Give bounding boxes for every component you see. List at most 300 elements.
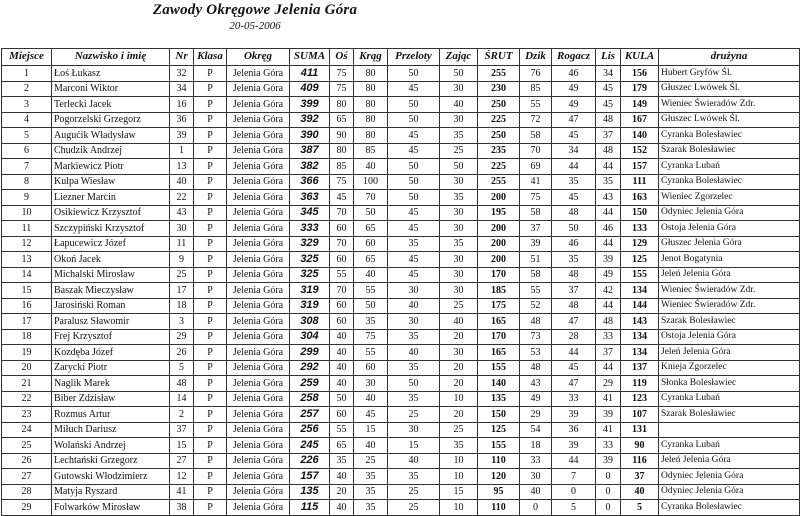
cell-kula: 140	[621, 128, 659, 144]
cell-os: 35	[330, 453, 354, 469]
cell-dzik: 76	[520, 66, 552, 82]
cell-class: P	[194, 329, 227, 345]
cell-przeloty: 45	[388, 143, 440, 159]
cell-rogacz: 39	[552, 407, 596, 423]
cell-name: Liezner Marcin	[52, 190, 170, 206]
cell-srut: 110	[478, 453, 520, 469]
cell-srut: 150	[478, 407, 520, 423]
cell-krag: 80	[354, 128, 388, 144]
table-row	[2, 314, 800, 330]
cell-srut: 165	[478, 345, 520, 361]
cell-os: 75	[330, 174, 354, 190]
cell-kula: 133	[621, 221, 659, 237]
cell-team: Głuszec Lwówek Śl.	[659, 81, 800, 97]
cell-rogacz: 35	[552, 174, 596, 190]
cell-kula: 40	[621, 484, 659, 500]
cell-class: P	[194, 252, 227, 268]
cell-class: P	[194, 112, 227, 128]
cell-srut: 255	[478, 66, 520, 82]
cell-zajac: 25	[440, 298, 478, 314]
cell-dzik: 73	[520, 329, 552, 345]
table-row	[2, 190, 800, 206]
cell-class: P	[194, 453, 227, 469]
column-header-os: Oś	[330, 49, 354, 66]
cell-przeloty: 50	[388, 112, 440, 128]
cell-district: Jelenia Góra	[227, 345, 290, 361]
cell-zajac: 35	[440, 236, 478, 252]
cell-place: 12	[2, 236, 52, 252]
cell-krag: 35	[354, 469, 388, 485]
cell-lis: 44	[596, 159, 621, 175]
cell-rogacz: 48	[552, 205, 596, 221]
cell-kula: 144	[621, 298, 659, 314]
cell-district: Jelenia Góra	[227, 407, 290, 423]
cell-dzik: 18	[520, 438, 552, 454]
cell-kula: 134	[621, 329, 659, 345]
cell-os: 40	[330, 360, 354, 376]
cell-name: Łoś Łukasz	[52, 66, 170, 82]
cell-dzik: 72	[520, 112, 552, 128]
cell-os: 40	[330, 345, 354, 361]
cell-kula: 143	[621, 314, 659, 330]
cell-krag: 55	[354, 283, 388, 299]
cell-team: Jeleń Jelenia Góra	[659, 453, 800, 469]
table-row	[2, 205, 800, 221]
cell-team: Wieniec Świeradów Zdr.	[659, 283, 800, 299]
cell-zajac: 50	[440, 159, 478, 175]
cell-os: 40	[330, 329, 354, 345]
cell-place: 1	[2, 66, 52, 82]
cell-district: Jelenia Góra	[227, 190, 290, 206]
cell-name: Kozdęba Józef	[52, 345, 170, 361]
cell-suma: 363	[290, 190, 330, 206]
cell-kula: 150	[621, 205, 659, 221]
cell-srut: 225	[478, 112, 520, 128]
cell-district: Jelenia Góra	[227, 360, 290, 376]
cell-nr: 34	[170, 81, 194, 97]
cell-place: 18	[2, 329, 52, 345]
cell-name: Miłuch Dariusz	[52, 422, 170, 438]
cell-kula: 157	[621, 159, 659, 175]
cell-suma: 259	[290, 376, 330, 392]
cell-name: Pogorzelski Grzegorz	[52, 112, 170, 128]
table-body	[2, 66, 800, 516]
cell-name: Folwarków Mirosław	[52, 500, 170, 516]
column-header-district: Okręg	[227, 49, 290, 66]
cell-name: Biber Zdzisław	[52, 391, 170, 407]
table-row	[2, 221, 800, 237]
cell-os: 55	[330, 422, 354, 438]
cell-zajac: 35	[440, 438, 478, 454]
cell-os: 50	[330, 391, 354, 407]
cell-class: P	[194, 422, 227, 438]
cell-class: P	[194, 267, 227, 283]
cell-os: 70	[330, 236, 354, 252]
cell-rogacz: 5	[552, 500, 596, 516]
cell-lis: 48	[596, 143, 621, 159]
cell-os: 40	[330, 376, 354, 392]
cell-name: Gutowski Włodzimierz	[52, 469, 170, 485]
cell-zajac: 30	[440, 252, 478, 268]
cell-srut: 135	[478, 391, 520, 407]
cell-lis: 41	[596, 391, 621, 407]
cell-os: 65	[330, 112, 354, 128]
cell-name: Matyja Ryszard	[52, 484, 170, 500]
cell-rogacz: 48	[552, 298, 596, 314]
cell-zajac: 30	[440, 221, 478, 237]
cell-lis: 0	[596, 469, 621, 485]
cell-zajac: 20	[440, 376, 478, 392]
cell-district: Jelenia Góra	[227, 376, 290, 392]
column-header-team: drużyna	[659, 49, 800, 66]
cell-dzik: 69	[520, 159, 552, 175]
cell-rogacz: 47	[552, 314, 596, 330]
cell-przeloty: 50	[388, 159, 440, 175]
cell-lis: 49	[596, 267, 621, 283]
cell-suma: 319	[290, 283, 330, 299]
cell-dzik: 85	[520, 81, 552, 97]
cell-suma: 325	[290, 252, 330, 268]
cell-krag: 40	[354, 438, 388, 454]
cell-suma: 411	[290, 66, 330, 82]
column-header-nr: Nr	[170, 49, 194, 66]
table-row	[2, 174, 800, 190]
header-row	[2, 49, 800, 66]
cell-team: Głuszec Jelenia Góra	[659, 236, 800, 252]
cell-zajac: 20	[440, 360, 478, 376]
cell-os: 70	[330, 205, 354, 221]
cell-team: Słonka Bolesławiec	[659, 376, 800, 392]
cell-lis: 39	[596, 252, 621, 268]
table-row	[2, 407, 800, 423]
cell-suma: 299	[290, 345, 330, 361]
cell-place: 17	[2, 314, 52, 330]
cell-zajac: 25	[440, 143, 478, 159]
cell-krag: 85	[354, 143, 388, 159]
cell-zajac: 10	[440, 500, 478, 516]
cell-district: Jelenia Góra	[227, 267, 290, 283]
cell-przeloty: 40	[388, 453, 440, 469]
cell-team: Cyranka Bolesławiec	[659, 500, 800, 516]
cell-nr: 13	[170, 159, 194, 175]
cell-district: Jelenia Góra	[227, 143, 290, 159]
cell-kula: 156	[621, 66, 659, 82]
cell-district: Jelenia Góra	[227, 500, 290, 516]
cell-suma: 135	[290, 484, 330, 500]
cell-team: Cyranka Bolesławiec	[659, 128, 800, 144]
cell-nr: 22	[170, 190, 194, 206]
cell-district: Jelenia Góra	[227, 252, 290, 268]
cell-name: Wolański Andrzej	[52, 438, 170, 454]
column-header-krag: Krąg	[354, 49, 388, 66]
cell-rogacz: 49	[552, 97, 596, 113]
cell-lis: 33	[596, 329, 621, 345]
cell-srut: 140	[478, 376, 520, 392]
cell-place: 20	[2, 360, 52, 376]
cell-place: 6	[2, 143, 52, 159]
cell-zajac: 15	[440, 484, 478, 500]
cell-class: P	[194, 469, 227, 485]
cell-nr: 48	[170, 376, 194, 392]
cell-nr: 3	[170, 314, 194, 330]
cell-kula: 137	[621, 360, 659, 376]
cell-os: 45	[330, 190, 354, 206]
cell-dzik: 55	[520, 97, 552, 113]
cell-przeloty: 50	[388, 190, 440, 206]
cell-class: P	[194, 376, 227, 392]
cell-district: Jelenia Góra	[227, 81, 290, 97]
cell-kula: 152	[621, 143, 659, 159]
cell-przeloty: 50	[388, 376, 440, 392]
cell-kula: 134	[621, 345, 659, 361]
table-row	[2, 66, 800, 82]
table-row	[2, 329, 800, 345]
cell-rogacz: 35	[552, 252, 596, 268]
cell-class: P	[194, 174, 227, 190]
cell-kula: 37	[621, 469, 659, 485]
cell-srut: 200	[478, 190, 520, 206]
cell-district: Jelenia Góra	[227, 112, 290, 128]
cell-krag: 55	[354, 345, 388, 361]
cell-place: 4	[2, 112, 52, 128]
cell-przeloty: 25	[388, 407, 440, 423]
cell-class: P	[194, 360, 227, 376]
cell-nr: 25	[170, 267, 194, 283]
cell-rogacz: 28	[552, 329, 596, 345]
cell-kula: 107	[621, 407, 659, 423]
cell-team	[659, 422, 800, 438]
cell-dzik: 37	[520, 221, 552, 237]
cell-krag: 60	[354, 360, 388, 376]
cell-team: Wieniec Świeradów Zdr.	[659, 97, 800, 113]
cell-lis: 44	[596, 236, 621, 252]
cell-srut: 175	[478, 298, 520, 314]
cell-suma: 292	[290, 360, 330, 376]
cell-przeloty: 50	[388, 97, 440, 113]
cell-os: 60	[330, 252, 354, 268]
column-header-class: Klasa	[194, 49, 227, 66]
cell-name: Markiewicz Piotr	[52, 159, 170, 175]
cell-os: 60	[330, 314, 354, 330]
cell-suma: 399	[290, 97, 330, 113]
cell-district: Jelenia Góra	[227, 391, 290, 407]
cell-team: Wieniec Zgorzelec	[659, 190, 800, 206]
cell-srut: 95	[478, 484, 520, 500]
cell-przeloty: 30	[388, 422, 440, 438]
table-row	[2, 283, 800, 299]
cell-przeloty: 30	[388, 314, 440, 330]
cell-zajac: 10	[440, 391, 478, 407]
cell-suma: 390	[290, 128, 330, 144]
cell-krag: 80	[354, 112, 388, 128]
cell-zajac: 30	[440, 345, 478, 361]
cell-place: 16	[2, 298, 52, 314]
cell-place: 9	[2, 190, 52, 206]
column-header-name: Nazwisko i imię	[52, 49, 170, 66]
cell-dzik: 40	[520, 484, 552, 500]
cell-place: 29	[2, 500, 52, 516]
cell-krag: 80	[354, 66, 388, 82]
cell-place: 10	[2, 205, 52, 221]
cell-krag: 40	[354, 159, 388, 175]
cell-rogacz: 44	[552, 345, 596, 361]
cell-dzik: 53	[520, 345, 552, 361]
cell-dzik: 30	[520, 469, 552, 485]
cell-przeloty: 45	[388, 252, 440, 268]
cell-nr: 40	[170, 174, 194, 190]
cell-os: 55	[330, 267, 354, 283]
table-row	[2, 252, 800, 268]
cell-rogacz: 47	[552, 376, 596, 392]
cell-os: 75	[330, 66, 354, 82]
column-header-zajac: Zając	[440, 49, 478, 66]
cell-rogacz: 34	[552, 143, 596, 159]
cell-nr: 1	[170, 143, 194, 159]
cell-name: Szczypiński Krzysztof	[52, 221, 170, 237]
cell-district: Jelenia Góra	[227, 469, 290, 485]
table-header	[2, 49, 800, 66]
cell-dzik: 52	[520, 298, 552, 314]
cell-name: Łapucewicz Józef	[52, 236, 170, 252]
cell-lis: 35	[596, 174, 621, 190]
cell-rogacz: 46	[552, 236, 596, 252]
cell-place: 13	[2, 252, 52, 268]
cell-dzik: 43	[520, 376, 552, 392]
cell-os: 20	[330, 484, 354, 500]
results-table	[1, 48, 800, 516]
cell-lis: 44	[596, 298, 621, 314]
cell-suma: 257	[290, 407, 330, 423]
cell-rogacz: 45	[552, 360, 596, 376]
table-row	[2, 143, 800, 159]
cell-name: Baszak Mieczysław	[52, 283, 170, 299]
cell-nr: 29	[170, 329, 194, 345]
cell-rogacz: 45	[552, 128, 596, 144]
cell-team: Szarak Bolesławiec	[659, 143, 800, 159]
cell-zajac: 20	[440, 329, 478, 345]
cell-name: Okoń Jacek	[52, 252, 170, 268]
cell-suma: 392	[290, 112, 330, 128]
cell-district: Jelenia Góra	[227, 422, 290, 438]
cell-kula: 155	[621, 267, 659, 283]
cell-suma: 319	[290, 298, 330, 314]
cell-krag: 70	[354, 190, 388, 206]
document-header	[0, 2, 800, 32]
cell-kula: 123	[621, 391, 659, 407]
cell-kula: 129	[621, 236, 659, 252]
cell-przeloty: 30	[388, 283, 440, 299]
cell-os: 70	[330, 283, 354, 299]
cell-os: 80	[330, 143, 354, 159]
cell-place: 2	[2, 81, 52, 97]
cell-name: Michalski Mirosław	[52, 267, 170, 283]
cell-nr: 2	[170, 407, 194, 423]
cell-rogacz: 48	[552, 267, 596, 283]
cell-srut: 255	[478, 174, 520, 190]
cell-nr: 41	[170, 484, 194, 500]
cell-team: Głuszec Lwówek Śl.	[659, 112, 800, 128]
column-header-rogacz: Rogacz	[552, 49, 596, 66]
cell-zajac: 10	[440, 453, 478, 469]
cell-suma: 345	[290, 205, 330, 221]
cell-krag: 15	[354, 422, 388, 438]
cell-district: Jelenia Góra	[227, 128, 290, 144]
cell-rogacz: 33	[552, 391, 596, 407]
cell-zajac: 30	[440, 174, 478, 190]
cell-przeloty: 50	[388, 66, 440, 82]
cell-przeloty: 25	[388, 500, 440, 516]
cell-place: 7	[2, 159, 52, 175]
cell-district: Jelenia Góra	[227, 159, 290, 175]
cell-lis: 41	[596, 422, 621, 438]
cell-suma: 382	[290, 159, 330, 175]
cell-district: Jelenia Góra	[227, 314, 290, 330]
cell-district: Jelenia Góra	[227, 97, 290, 113]
cell-kula: 179	[621, 81, 659, 97]
cell-srut: 250	[478, 97, 520, 113]
cell-team: Ostoja Jelenia Góra	[659, 329, 800, 345]
cell-class: P	[194, 128, 227, 144]
cell-class: P	[194, 97, 227, 113]
cell-os: 90	[330, 128, 354, 144]
cell-srut: 170	[478, 329, 520, 345]
cell-krag: 50	[354, 298, 388, 314]
cell-name: Osikiewicz Krzysztof	[52, 205, 170, 221]
cell-class: P	[194, 391, 227, 407]
cell-rogacz: 46	[552, 66, 596, 82]
cell-krag: 40	[354, 267, 388, 283]
cell-class: P	[194, 298, 227, 314]
cell-team: Odyniec Jelenia Góra	[659, 469, 800, 485]
table-row	[2, 484, 800, 500]
cell-district: Jelenia Góra	[227, 438, 290, 454]
cell-przeloty: 40	[388, 345, 440, 361]
cell-class: P	[194, 283, 227, 299]
cell-rogacz: 45	[552, 190, 596, 206]
cell-krag: 80	[354, 81, 388, 97]
cell-kula: 163	[621, 190, 659, 206]
cell-nr: 36	[170, 112, 194, 128]
cell-zajac: 30	[440, 112, 478, 128]
cell-lis: 33	[596, 438, 621, 454]
cell-lis: 48	[596, 112, 621, 128]
cell-krag: 50	[354, 205, 388, 221]
cell-class: P	[194, 159, 227, 175]
cell-srut: 200	[478, 236, 520, 252]
page-title: Zawody Okręgowe Jelenia Góra	[152, 2, 358, 18]
cell-os: 80	[330, 97, 354, 113]
cell-lis: 34	[596, 66, 621, 82]
cell-class: P	[194, 500, 227, 516]
cell-dzik: 58	[520, 128, 552, 144]
cell-srut: 155	[478, 360, 520, 376]
cell-suma: 304	[290, 329, 330, 345]
cell-przeloty: 35	[388, 469, 440, 485]
cell-team: Jenot Bogatynia	[659, 252, 800, 268]
cell-class: P	[194, 314, 227, 330]
cell-suma: 258	[290, 391, 330, 407]
cell-nr: 38	[170, 500, 194, 516]
cell-krag: 45	[354, 407, 388, 423]
cell-nr: 5	[170, 360, 194, 376]
cell-suma: 226	[290, 453, 330, 469]
cell-srut: 165	[478, 314, 520, 330]
cell-name: Rozmus Artur	[52, 407, 170, 423]
column-header-lis: Lis	[596, 49, 621, 66]
cell-dzik: 39	[520, 236, 552, 252]
cell-place: 24	[2, 422, 52, 438]
cell-name: Lechtański Grzegorz	[52, 453, 170, 469]
